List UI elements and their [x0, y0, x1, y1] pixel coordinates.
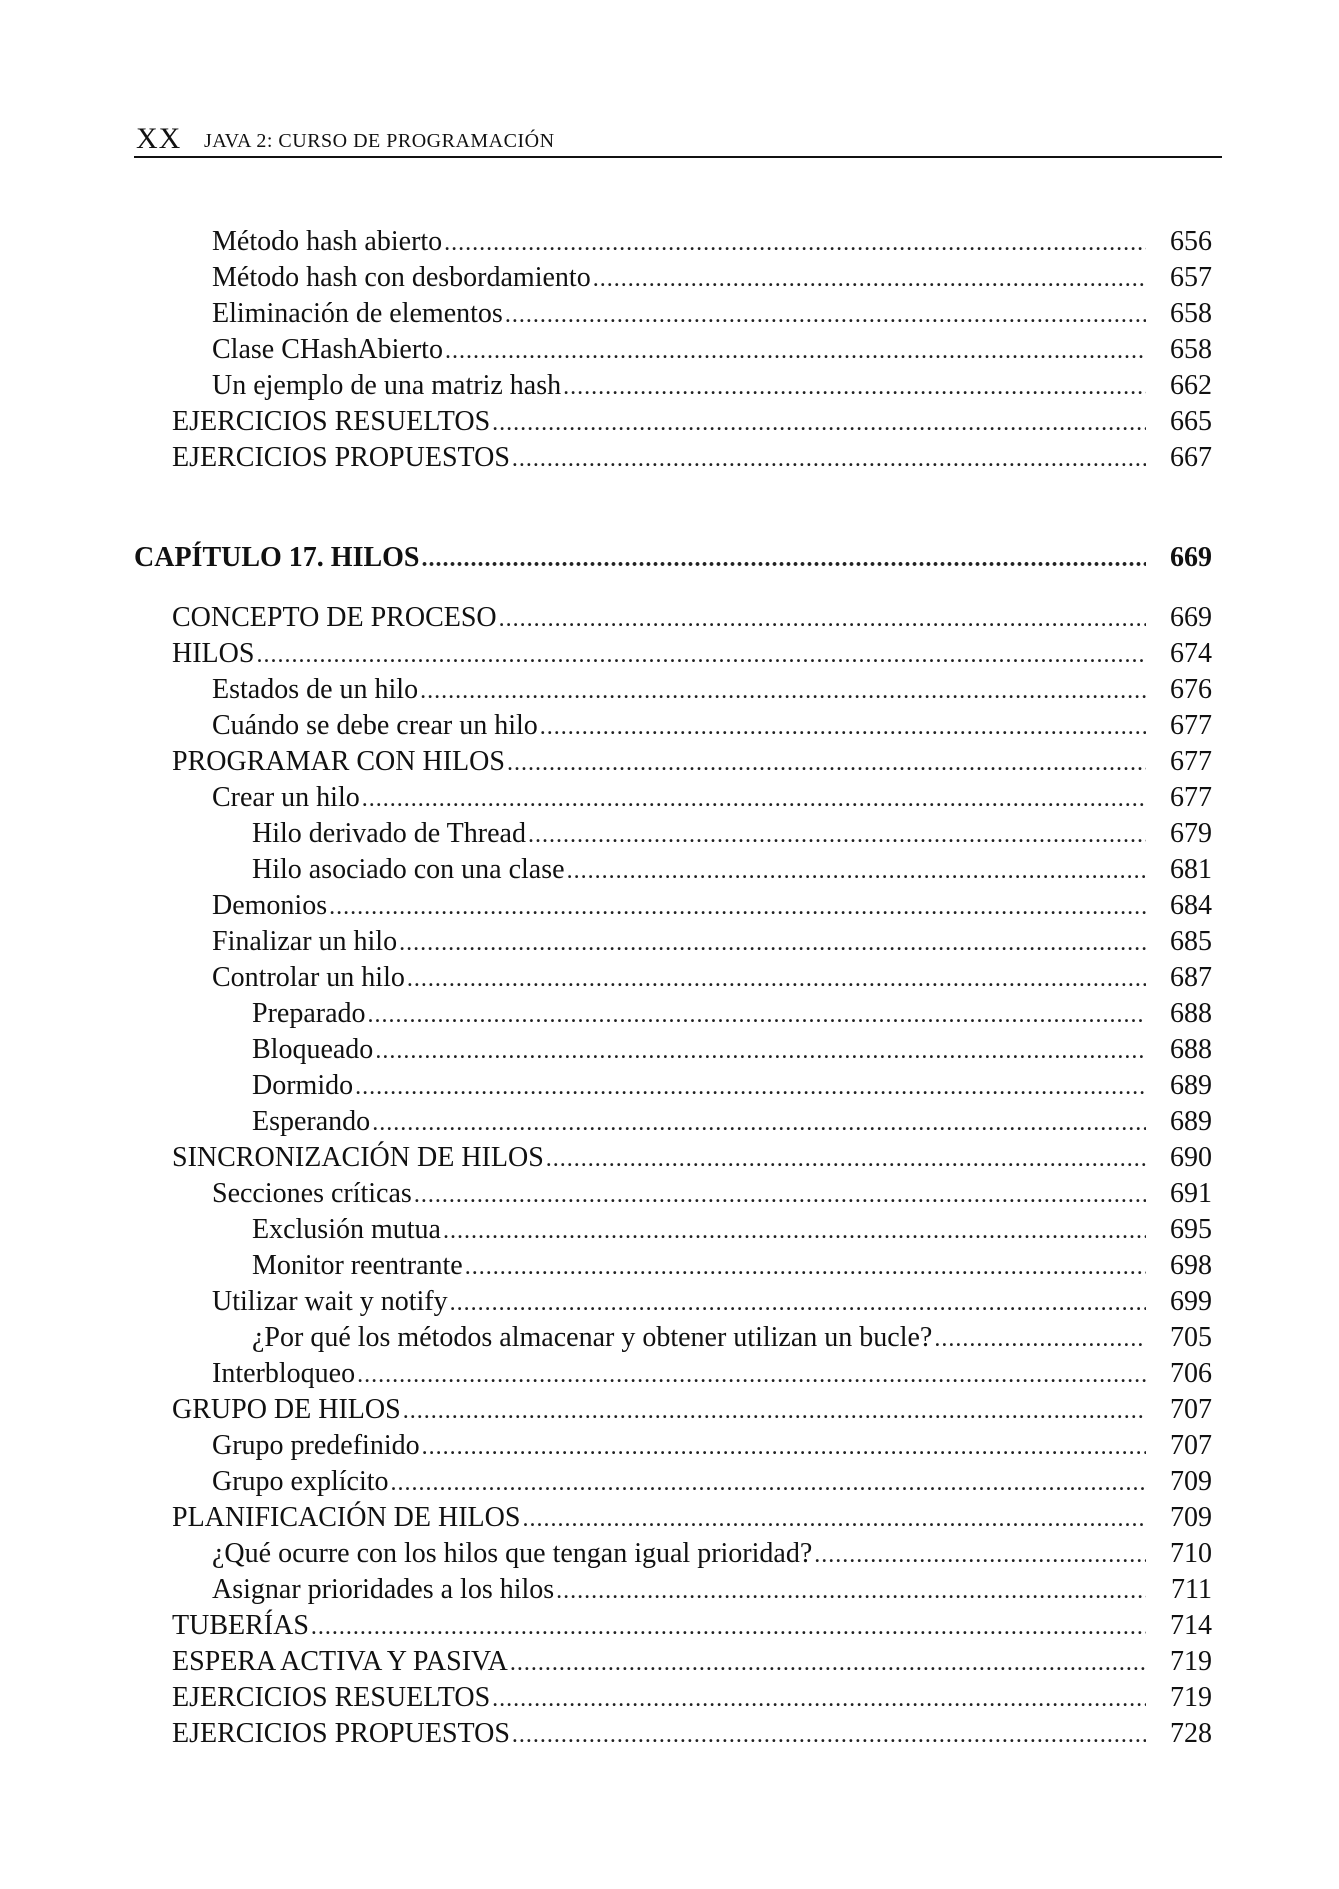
- dot-leader: [443, 1213, 1146, 1249]
- toc-entry-title: Controlar un hilo: [212, 962, 405, 993]
- toc-entry-title: Estados de un hilo: [212, 674, 419, 705]
- toc-entry-title: ESPERA ACTIVA Y PASIVA: [172, 1646, 508, 1677]
- toc-entry-title: Monitor reentrante: [252, 1250, 463, 1281]
- toc-entry-title: Método hash abierto: [212, 226, 443, 257]
- toc-entry-page: 689: [1170, 1106, 1212, 1137]
- toc-entry[interactable]: [172, 960, 1212, 996]
- toc-entry-title: GRUPO DE HILOS: [172, 1394, 401, 1425]
- dot-leader: [546, 1141, 1146, 1177]
- toc-entry[interactable]: [172, 404, 1212, 440]
- toc-entry-page: 711: [1171, 1574, 1212, 1605]
- toc-entry-page: 679: [1170, 818, 1212, 849]
- dot-leader: [528, 817, 1146, 853]
- toc-entry[interactable]: [172, 332, 1212, 368]
- dot-leader: [368, 997, 1146, 1033]
- toc-entry-page: 719: [1170, 1682, 1212, 1713]
- dot-leader: [391, 1465, 1146, 1501]
- toc-entry[interactable]: [172, 1068, 1212, 1104]
- toc-entry-title: HILOS: [172, 638, 255, 669]
- dot-leader: [563, 369, 1146, 405]
- page-number-roman: XX: [136, 122, 182, 155]
- toc-entry[interactable]: [172, 924, 1212, 960]
- toc-entry-title: Preparado: [252, 998, 366, 1029]
- toc-entry[interactable]: [172, 1464, 1212, 1500]
- toc-entry-page: 698: [1170, 1250, 1212, 1281]
- dot-leader: [414, 1177, 1146, 1213]
- toc-entry-page: 665: [1170, 406, 1212, 437]
- toc-entry[interactable]: [172, 996, 1212, 1032]
- toc-entry-page: 677: [1170, 746, 1212, 777]
- toc-entry[interactable]: [172, 636, 1212, 672]
- toc-entry-title: Clase CHashAbierto: [212, 334, 443, 365]
- toc-entry-page: 689: [1170, 1070, 1212, 1101]
- toc-entry-title: ¿Por qué los métodos almacenar y obtener utilizan un bucle?: [252, 1322, 933, 1353]
- dot-leader: [814, 1537, 1146, 1573]
- dot-leader: [522, 1501, 1146, 1537]
- dot-leader: [450, 1285, 1146, 1321]
- toc-entry[interactable]: [172, 224, 1212, 260]
- toc-entry-page: 709: [1170, 1502, 1212, 1533]
- toc-entry[interactable]: [172, 260, 1212, 296]
- toc-entry-title: Grupo predefinido: [212, 1430, 420, 1461]
- toc-entry-page: 667: [1170, 442, 1212, 473]
- dot-leader: [540, 709, 1146, 745]
- toc-entry-page: 691: [1170, 1178, 1212, 1209]
- toc-entry-title: Eliminación de elementos: [212, 298, 503, 329]
- toc-entry[interactable]: [172, 1140, 1212, 1176]
- toc-entry[interactable]: [172, 1320, 1212, 1356]
- dot-leader: [256, 637, 1146, 673]
- toc-entry-page: 709: [1170, 1466, 1212, 1497]
- toc-entry-title: EJERCICIOS RESUELTOS: [172, 406, 491, 437]
- dot-leader: [372, 1105, 1146, 1141]
- toc-entry-page: 688: [1170, 1034, 1212, 1065]
- toc-entry-title: PLANIFICACIÓN DE HILOS: [172, 1502, 521, 1533]
- toc-entry-title: EJERCICIOS RESUELTOS: [172, 1682, 491, 1713]
- dot-leader: [465, 1249, 1146, 1285]
- toc-entry[interactable]: [172, 1284, 1212, 1320]
- toc-entry-page: 710: [1170, 1538, 1212, 1569]
- toc-entry-title: Dormido: [252, 1070, 354, 1101]
- toc-entry[interactable]: [172, 1212, 1212, 1248]
- toc-entry-title: Grupo explícito: [212, 1466, 389, 1497]
- dot-leader: [420, 673, 1146, 709]
- toc-entry-page: 707: [1170, 1430, 1212, 1461]
- toc-entry[interactable]: [172, 1032, 1212, 1068]
- dot-leader: [492, 405, 1146, 441]
- toc-entry-page: 684: [1170, 890, 1212, 921]
- toc-entry-title: Hilo asociado con una clase: [252, 854, 565, 885]
- dot-leader: [355, 1069, 1146, 1105]
- toc-entry[interactable]: [172, 1716, 1212, 1752]
- dot-leader: [499, 601, 1146, 637]
- toc-entry-title: CONCEPTO DE PROCESO: [172, 602, 497, 633]
- toc-entry-title: Un ejemplo de una matriz hash: [212, 370, 562, 401]
- toc-entry-page: 699: [1170, 1286, 1212, 1317]
- toc-entry[interactable]: [172, 1680, 1212, 1716]
- toc-entry[interactable]: [172, 1176, 1212, 1212]
- toc-entry-page: 728: [1170, 1718, 1212, 1749]
- toc-chapter-heading[interactable]: [134, 540, 1212, 576]
- toc-entry-title: Hilo derivado de Thread: [252, 818, 526, 849]
- toc-entry-page: 719: [1170, 1646, 1212, 1677]
- toc-section-chapter: [172, 600, 1212, 1752]
- dot-leader: [407, 961, 1146, 997]
- toc-entry-page: 669: [1170, 542, 1212, 573]
- toc-entry[interactable]: [172, 1572, 1212, 1608]
- toc-entry-title: TUBERÍAS: [172, 1610, 309, 1641]
- toc-entry-title: Bloqueado: [252, 1034, 374, 1065]
- dot-leader: [311, 1609, 1146, 1645]
- table-of-contents: [134, 224, 1212, 1752]
- dot-leader: [403, 1393, 1146, 1429]
- toc-entry-page: 669: [1170, 602, 1212, 633]
- toc-entry-title: Demonios: [212, 890, 328, 921]
- toc-entry-page: 706: [1170, 1358, 1212, 1389]
- toc-entry-title: Interbloqueo: [212, 1358, 356, 1389]
- toc-entry[interactable]: [172, 1536, 1212, 1572]
- toc-entry-title: EJERCICIOS PROPUESTOS: [172, 442, 510, 473]
- dot-leader: [375, 1033, 1146, 1069]
- toc-entry-page: 662: [1170, 370, 1212, 401]
- toc-entry[interactable]: [172, 600, 1212, 636]
- toc-entry[interactable]: [172, 368, 1212, 404]
- toc-entry[interactable]: [172, 440, 1212, 476]
- dot-leader: [362, 781, 1146, 817]
- toc-entry-title: Cuándo se debe crear un hilo: [212, 710, 538, 741]
- toc-entry[interactable]: [172, 1356, 1212, 1392]
- dot-leader: [492, 1681, 1146, 1717]
- toc-entry-page: 714: [1170, 1610, 1212, 1641]
- dot-leader: [399, 925, 1146, 961]
- toc-entry-title: Utilizar wait y notify: [212, 1286, 448, 1317]
- dot-leader: [556, 1573, 1146, 1609]
- toc-entry[interactable]: [172, 744, 1212, 780]
- toc-entry-title: Secciones críticas: [212, 1178, 412, 1209]
- toc-entry-page: 658: [1170, 334, 1212, 365]
- dot-leader: [445, 333, 1146, 369]
- dot-leader: [422, 1429, 1146, 1465]
- toc-entry-page: 674: [1170, 638, 1212, 669]
- toc-entry-page: 690: [1170, 1142, 1212, 1173]
- dot-leader: [422, 541, 1147, 577]
- page-header: [134, 122, 1222, 158]
- toc-entry[interactable]: [172, 1248, 1212, 1284]
- toc-entry-title: Crear un hilo: [212, 782, 360, 813]
- dot-leader: [512, 1717, 1146, 1753]
- toc-entry-title: PROGRAMAR CON HILOS: [172, 746, 505, 777]
- toc-entry-title: Método hash con desbordamiento: [212, 262, 591, 293]
- toc-entry-page: 688: [1170, 998, 1212, 1029]
- toc-entry-page: 687: [1170, 962, 1212, 993]
- toc-entry-page: 656: [1170, 226, 1212, 257]
- toc-entry[interactable]: [172, 780, 1212, 816]
- dot-leader: [567, 853, 1146, 889]
- toc-entry-title: Exclusión mutua: [252, 1214, 441, 1245]
- toc-entry-title: Finalizar un hilo: [212, 926, 398, 957]
- toc-entry-page: 657: [1170, 262, 1212, 293]
- toc-entry[interactable]: [172, 852, 1212, 888]
- toc-entry[interactable]: [172, 1104, 1212, 1140]
- dot-leader: [444, 225, 1146, 261]
- toc-entry-title: EJERCICIOS PROPUESTOS: [172, 1718, 510, 1749]
- toc-entry-page: 676: [1170, 674, 1212, 705]
- dot-leader: [329, 889, 1146, 925]
- toc-entry[interactable]: [172, 296, 1212, 332]
- toc-section-top: [172, 224, 1212, 476]
- toc-entry-page: 705: [1170, 1322, 1212, 1353]
- toc-entry-title: SINCRONIZACIÓN DE HILOS: [172, 1142, 544, 1173]
- toc-entry-title: ¿Qué ocurre con los hilos que tengan igual prioridad?: [212, 1538, 813, 1569]
- dot-leader: [507, 745, 1146, 781]
- toc-entry-page: 677: [1170, 782, 1212, 813]
- toc-entry-page: 677: [1170, 710, 1212, 741]
- toc-entry-page: 658: [1170, 298, 1212, 329]
- toc-entry-title: Esperando: [252, 1106, 371, 1137]
- dot-leader: [934, 1321, 1146, 1357]
- dot-leader: [593, 261, 1146, 297]
- toc-entry[interactable]: [172, 708, 1212, 744]
- running-head-title: JAVA 2: CURSO DE PROGRAMACIÓN: [204, 130, 555, 152]
- toc-entry[interactable]: [172, 672, 1212, 708]
- toc-entry-page: 681: [1170, 854, 1212, 885]
- toc-entry[interactable]: [172, 888, 1212, 924]
- dot-leader: [505, 297, 1146, 333]
- toc-entry[interactable]: [172, 1500, 1212, 1536]
- toc-entry-title: Asignar prioridades a los hilos: [212, 1574, 555, 1605]
- dot-leader: [357, 1357, 1146, 1393]
- toc-entry[interactable]: [172, 1644, 1212, 1680]
- toc-entry-page: 695: [1170, 1214, 1212, 1245]
- toc-entry[interactable]: [172, 1608, 1212, 1644]
- dot-leader: [512, 441, 1146, 477]
- toc-entry-title: CAPÍTULO 17. HILOS: [134, 542, 420, 573]
- toc-entry-page: 707: [1170, 1394, 1212, 1425]
- dot-leader: [510, 1645, 1146, 1681]
- toc-entry[interactable]: [172, 816, 1212, 852]
- toc-entry-page: 685: [1170, 926, 1212, 957]
- toc-entry[interactable]: [172, 1428, 1212, 1464]
- toc-entry[interactable]: [172, 1392, 1212, 1428]
